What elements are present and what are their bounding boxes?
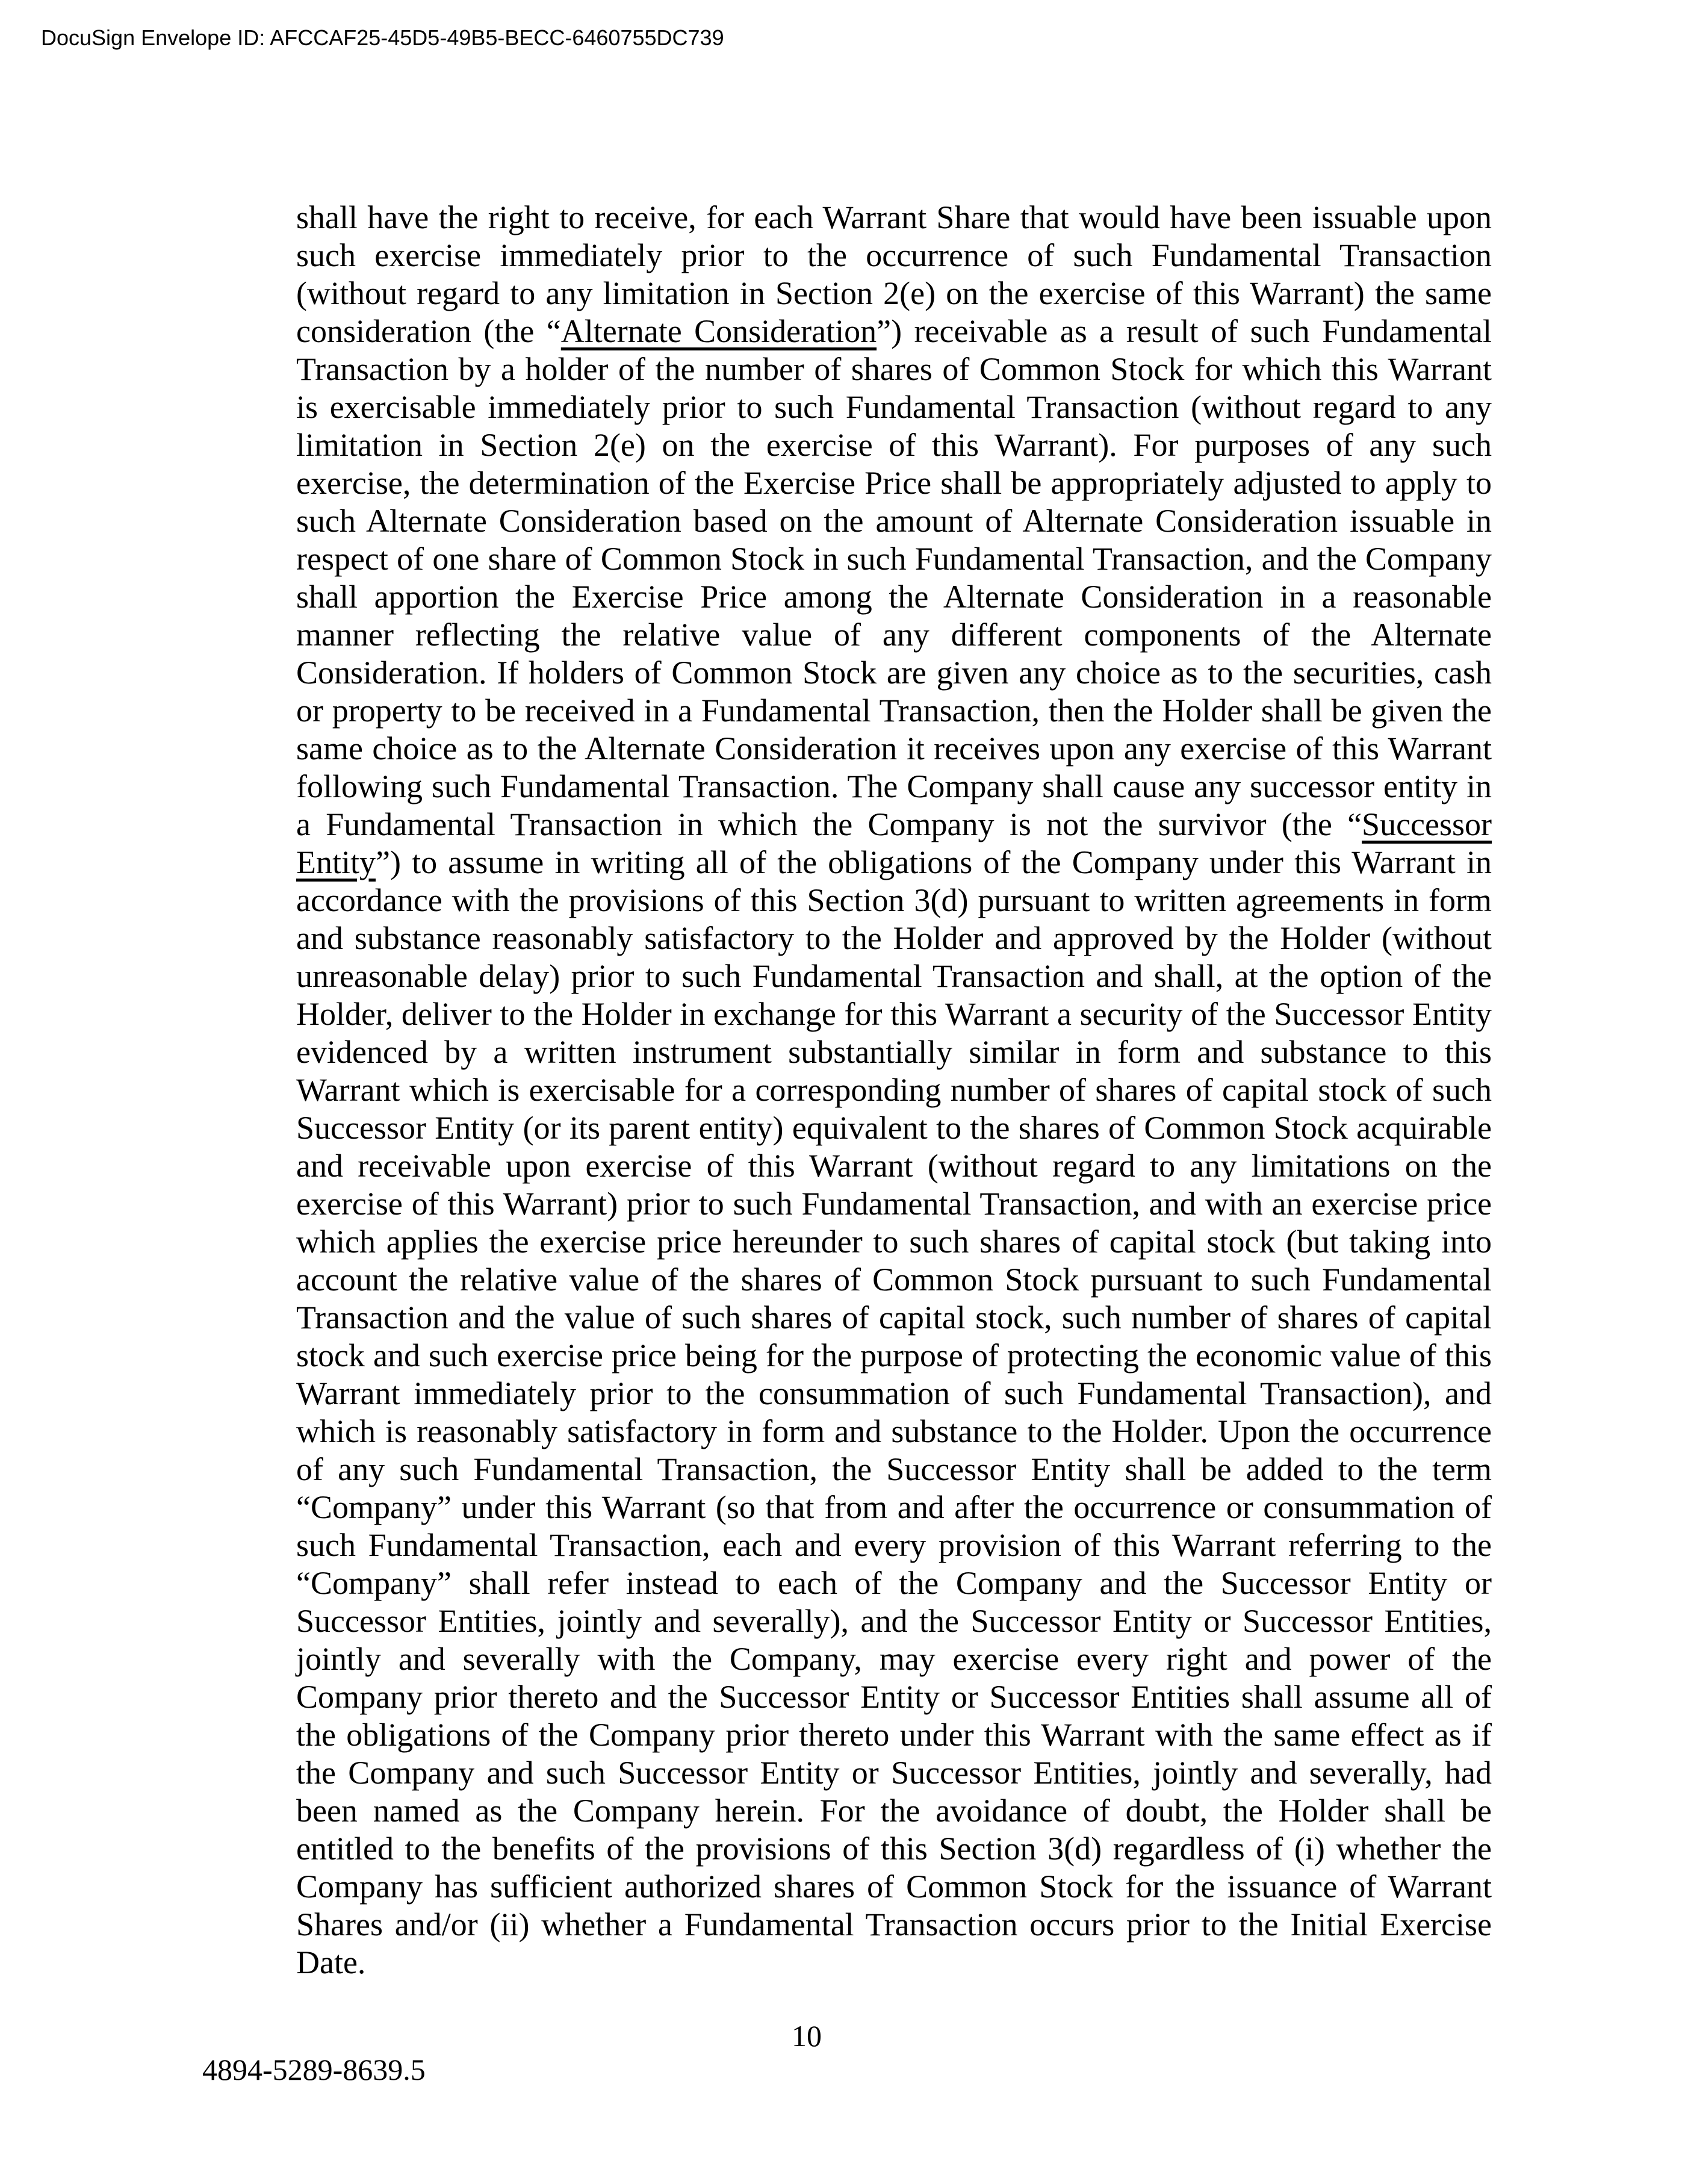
defined-term: Alternate Consideration	[560, 313, 877, 349]
warrant-body-paragraph	[296, 199, 1492, 1982]
defined-term: Successor Entity	[296, 806, 1492, 880]
page-number: 10	[792, 2019, 822, 2053]
paragraph-text-segment: shall have the right to receive, for each Warrant Share that would have been issuable upon such exercise immediately prior to the occurrence of such Fundamental Transaction (without regard to any limitation in Section 2(e) on the exercise of this Warrant) the same consideration (the “	[296, 199, 1492, 349]
docusign-envelope-id: DocuSign Envelope ID: AFCCAF25-45D5-49B5-BECC-6460755DC739	[41, 25, 724, 50]
paragraph-text-segment: ”) receivable as a result of such Fundamental Transaction by a holder of the number of shares of Common Stock for which this Warrant is exercisable immediately prior to such Fundamental Transaction (without regard to any limitation in Section 2(e) on the exercise of this Warrant). For purposes of any such exercise, the determination of the Exercise Price shall be appropriately adjusted to apply to such Alternate Consideration based on the amount of Alternate Consideration issuable in respect of one share of Common Stock in such Fundamental Transaction, and the Company shall apportion the Exercise Price among the Alternate Consideration in a reasonable manner reflecting the relative value of any different components of the Alternate Consideration. If holders of Common Stock are given any choice as to the securities, cash or property to be received in a Fundamental Transaction, then the Holder shall be given the same choice as to the Alternate Consideration it receives upon any exercise of this Warrant following such Fundamental Transaction. The Company shall cause any successor entity in a Fundamental Transaction in which the Company is not the survivor (the “	[296, 313, 1492, 842]
document-control-number: 4894-5289-8639.5	[202, 2053, 426, 2086]
paragraph-text-segment: ”) to assume in writing all of the obligations of the Company under this Warrant in accordance with the provisions of this Section 3(d) pursuant to written agreements in form and substance reasonably satisfactory to the Holder and approved by the Holder (without unreasonable delay) prior to such Fundamental Transaction and shall, at the option of the Holder, deliver to the Holder in exchange for this Warrant a security of the Successor Entity evidenced by a written instrument substantially similar in form and substance to this Warrant which is exercisable for a corresponding number of shares of capital stock of such Successor Entity (or its parent entity) equivalent to the shares of Common Stock acquirable and receivable upon exercise of this Warrant (without regard to any limitations on the exercise of this Warrant) prior to such Fundamental Transaction, and with an exercise price which applies the exercise price hereunder to such shares of capital stock (but taking into account the relative value of the shares of Common Stock pursuant to such Fundamental Transaction and the value of such shares of capital stock, such number of shares of capital stock and such exercise price being for the purpose of protecting the economic value of this Warrant immediately prior to the consummation of such Fundamental Transaction), and which is reasonably satisfactory in form and substance to the Holder. Upon the occurrence of any such Fundamental Transaction, the Successor Entity shall be added to the term “Company” under this Warrant (so that from and after the occurrence or consummation of such Fundamental Transaction, each and every provision of this Warrant referring to the “Company” shall refer instead to each of the Company and the Successor Entity or Successor Entities, jointly and severally), and the Successor Entity or Successor Entities, jointly and severally with the Company, may exercise every right and power of the Company prior thereto and the Successor Entity or Successor Entities shall assume all of the obligations of the Company prior thereto under this Warrant with the same effect as if the Company and such Successor Entity or Successor Entities, jointly and severally, had been named as the Company herein. For the avoidance of doubt, the Holder shall be entitled to the benefits of the provisions of this Section 3(d) regardless of (i) whether the Company has sufficient authorized shares of Common Stock for the issuance of Warrant Shares and/or (ii) whether a Fundamental Transaction occurs prior to the Initial Exercise Date.	[296, 844, 1492, 1980]
